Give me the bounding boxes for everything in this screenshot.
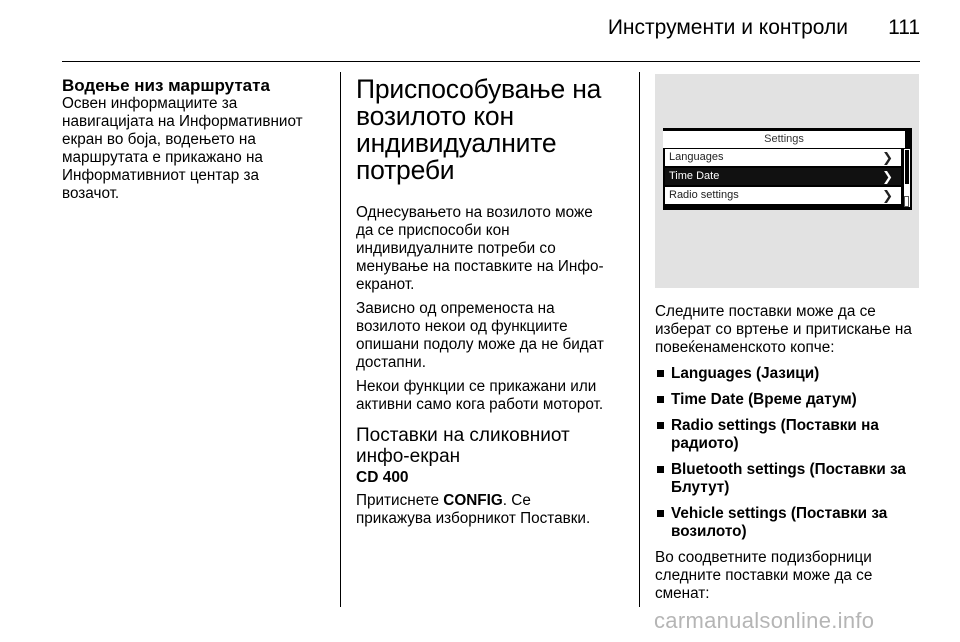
menu-item-radio-settings (665, 187, 901, 204)
list-item (655, 417, 925, 453)
watermark: carmanualsonline.info (654, 608, 875, 633)
text-line: маршрутата е прикажано на (62, 149, 263, 166)
menu-item-label: Radio settings (669, 189, 739, 201)
item-line: Vehicle settings (Поставки за (671, 505, 888, 522)
text-line (356, 492, 626, 510)
settings-menu-title: Settings (663, 131, 905, 148)
text-line: возилото некои од функциите (356, 318, 568, 335)
header-rule (62, 61, 920, 62)
settings-menu-panel (663, 128, 912, 210)
text-line: Следните поставки може да се (655, 303, 876, 320)
list-item (655, 365, 925, 383)
text-line: менување на поставките на Инфо- (356, 258, 604, 275)
settings-intro (655, 303, 925, 357)
subsection-heading (356, 425, 626, 467)
settings-list (655, 365, 925, 541)
title-line: Приспособување на (356, 74, 602, 104)
title-line: потреби (356, 155, 455, 185)
item-line: возилото) (671, 523, 747, 540)
running-header-title: Инструменти и контроли (607, 16, 848, 39)
item-line: радиото) (671, 435, 739, 452)
column-right (655, 303, 925, 609)
scrollbar-end-box (904, 196, 909, 207)
text-span: . Се (502, 492, 531, 509)
settings-screen-image (655, 74, 919, 288)
bullet-square-icon (657, 370, 664, 377)
text-line: индивидуалните потреби со (356, 240, 556, 257)
item-line: Блутут) (671, 479, 730, 496)
settings-outro (655, 549, 925, 603)
text-line: достапни. (356, 354, 426, 371)
text-line: изберат со вртење и притискање на (655, 321, 912, 338)
text-span: Притиснете (356, 492, 444, 509)
chevron-right-icon: ❯ (882, 188, 893, 203)
text-line: навигацијата на Информативниот (62, 113, 303, 130)
text-line: активни само кога работи моторот. (356, 396, 604, 413)
text-line: следните поставки може да се (655, 567, 873, 584)
config-key-label: CONFIG (443, 492, 503, 509)
menu-item-label: Time Date (669, 170, 720, 182)
press-config-instruction (356, 492, 626, 528)
text-line: Зависно од опременоста на (356, 300, 555, 317)
chevron-right-icon: ❯ (882, 169, 893, 184)
text-line: Информативниот центар за (62, 167, 259, 184)
page-number: 111 (888, 16, 920, 39)
bullet-square-icon (657, 396, 664, 403)
column-divider (340, 72, 341, 607)
section-heading: Водење низ маршрутата (62, 76, 270, 95)
item-line: Time Date (Време датум) (671, 391, 857, 408)
heading-line: инфо-екран (356, 446, 461, 467)
chevron-right-icon: ❯ (882, 150, 893, 165)
text-line: да се приспособи кон (356, 222, 510, 239)
paragraph-engine (356, 378, 626, 414)
text-line: прикажува изборникот Поставки. (356, 510, 591, 527)
menu-scrollbar (904, 149, 910, 207)
bullet-square-icon (657, 422, 664, 429)
heading-line: Поставки на сликовниот (356, 425, 570, 446)
text-line: опишани подолу може да не бидат (356, 336, 604, 353)
column-left (62, 76, 332, 209)
menu-item-languages (665, 149, 901, 166)
column-middle (356, 76, 626, 534)
list-item (655, 505, 925, 541)
text-line: сменат: (655, 585, 710, 602)
paragraph-intro (356, 204, 626, 294)
list-item (655, 391, 925, 409)
list-item (655, 461, 925, 497)
item-line: Languages (Јазици) (671, 365, 820, 382)
menu-item-time-date (665, 168, 901, 185)
item-line: Bluetooth settings (Поставки за (671, 461, 906, 478)
text-line: Однесувањето на возилото може (356, 204, 593, 221)
text-line: Некои функции се прикажани или (356, 378, 597, 395)
bullet-square-icon (657, 466, 664, 473)
bullet-square-icon (657, 510, 664, 517)
scrollbar-thumb (905, 150, 909, 184)
paragraph-equipment (356, 300, 626, 372)
text-line: повеќенаменското копче: (655, 339, 835, 356)
text-line: Во соодветните подизборници (655, 549, 872, 566)
text-line: екран во боја, водењето на (62, 131, 256, 148)
text-line: екранот. (356, 276, 415, 293)
text-line: Освен информациите за (62, 95, 238, 112)
title-line: возилото кон (356, 101, 514, 131)
text-line: возачот. (62, 185, 120, 202)
section-body (62, 95, 332, 203)
page-header (0, 0, 960, 62)
chapter-title (356, 76, 626, 184)
column-divider (639, 72, 640, 607)
item-line: Radio settings (Поставки на (671, 417, 879, 434)
title-line: индивидуалните (356, 128, 557, 158)
menu-item-label: Languages (669, 151, 724, 163)
model-label: CD 400 (356, 469, 409, 486)
